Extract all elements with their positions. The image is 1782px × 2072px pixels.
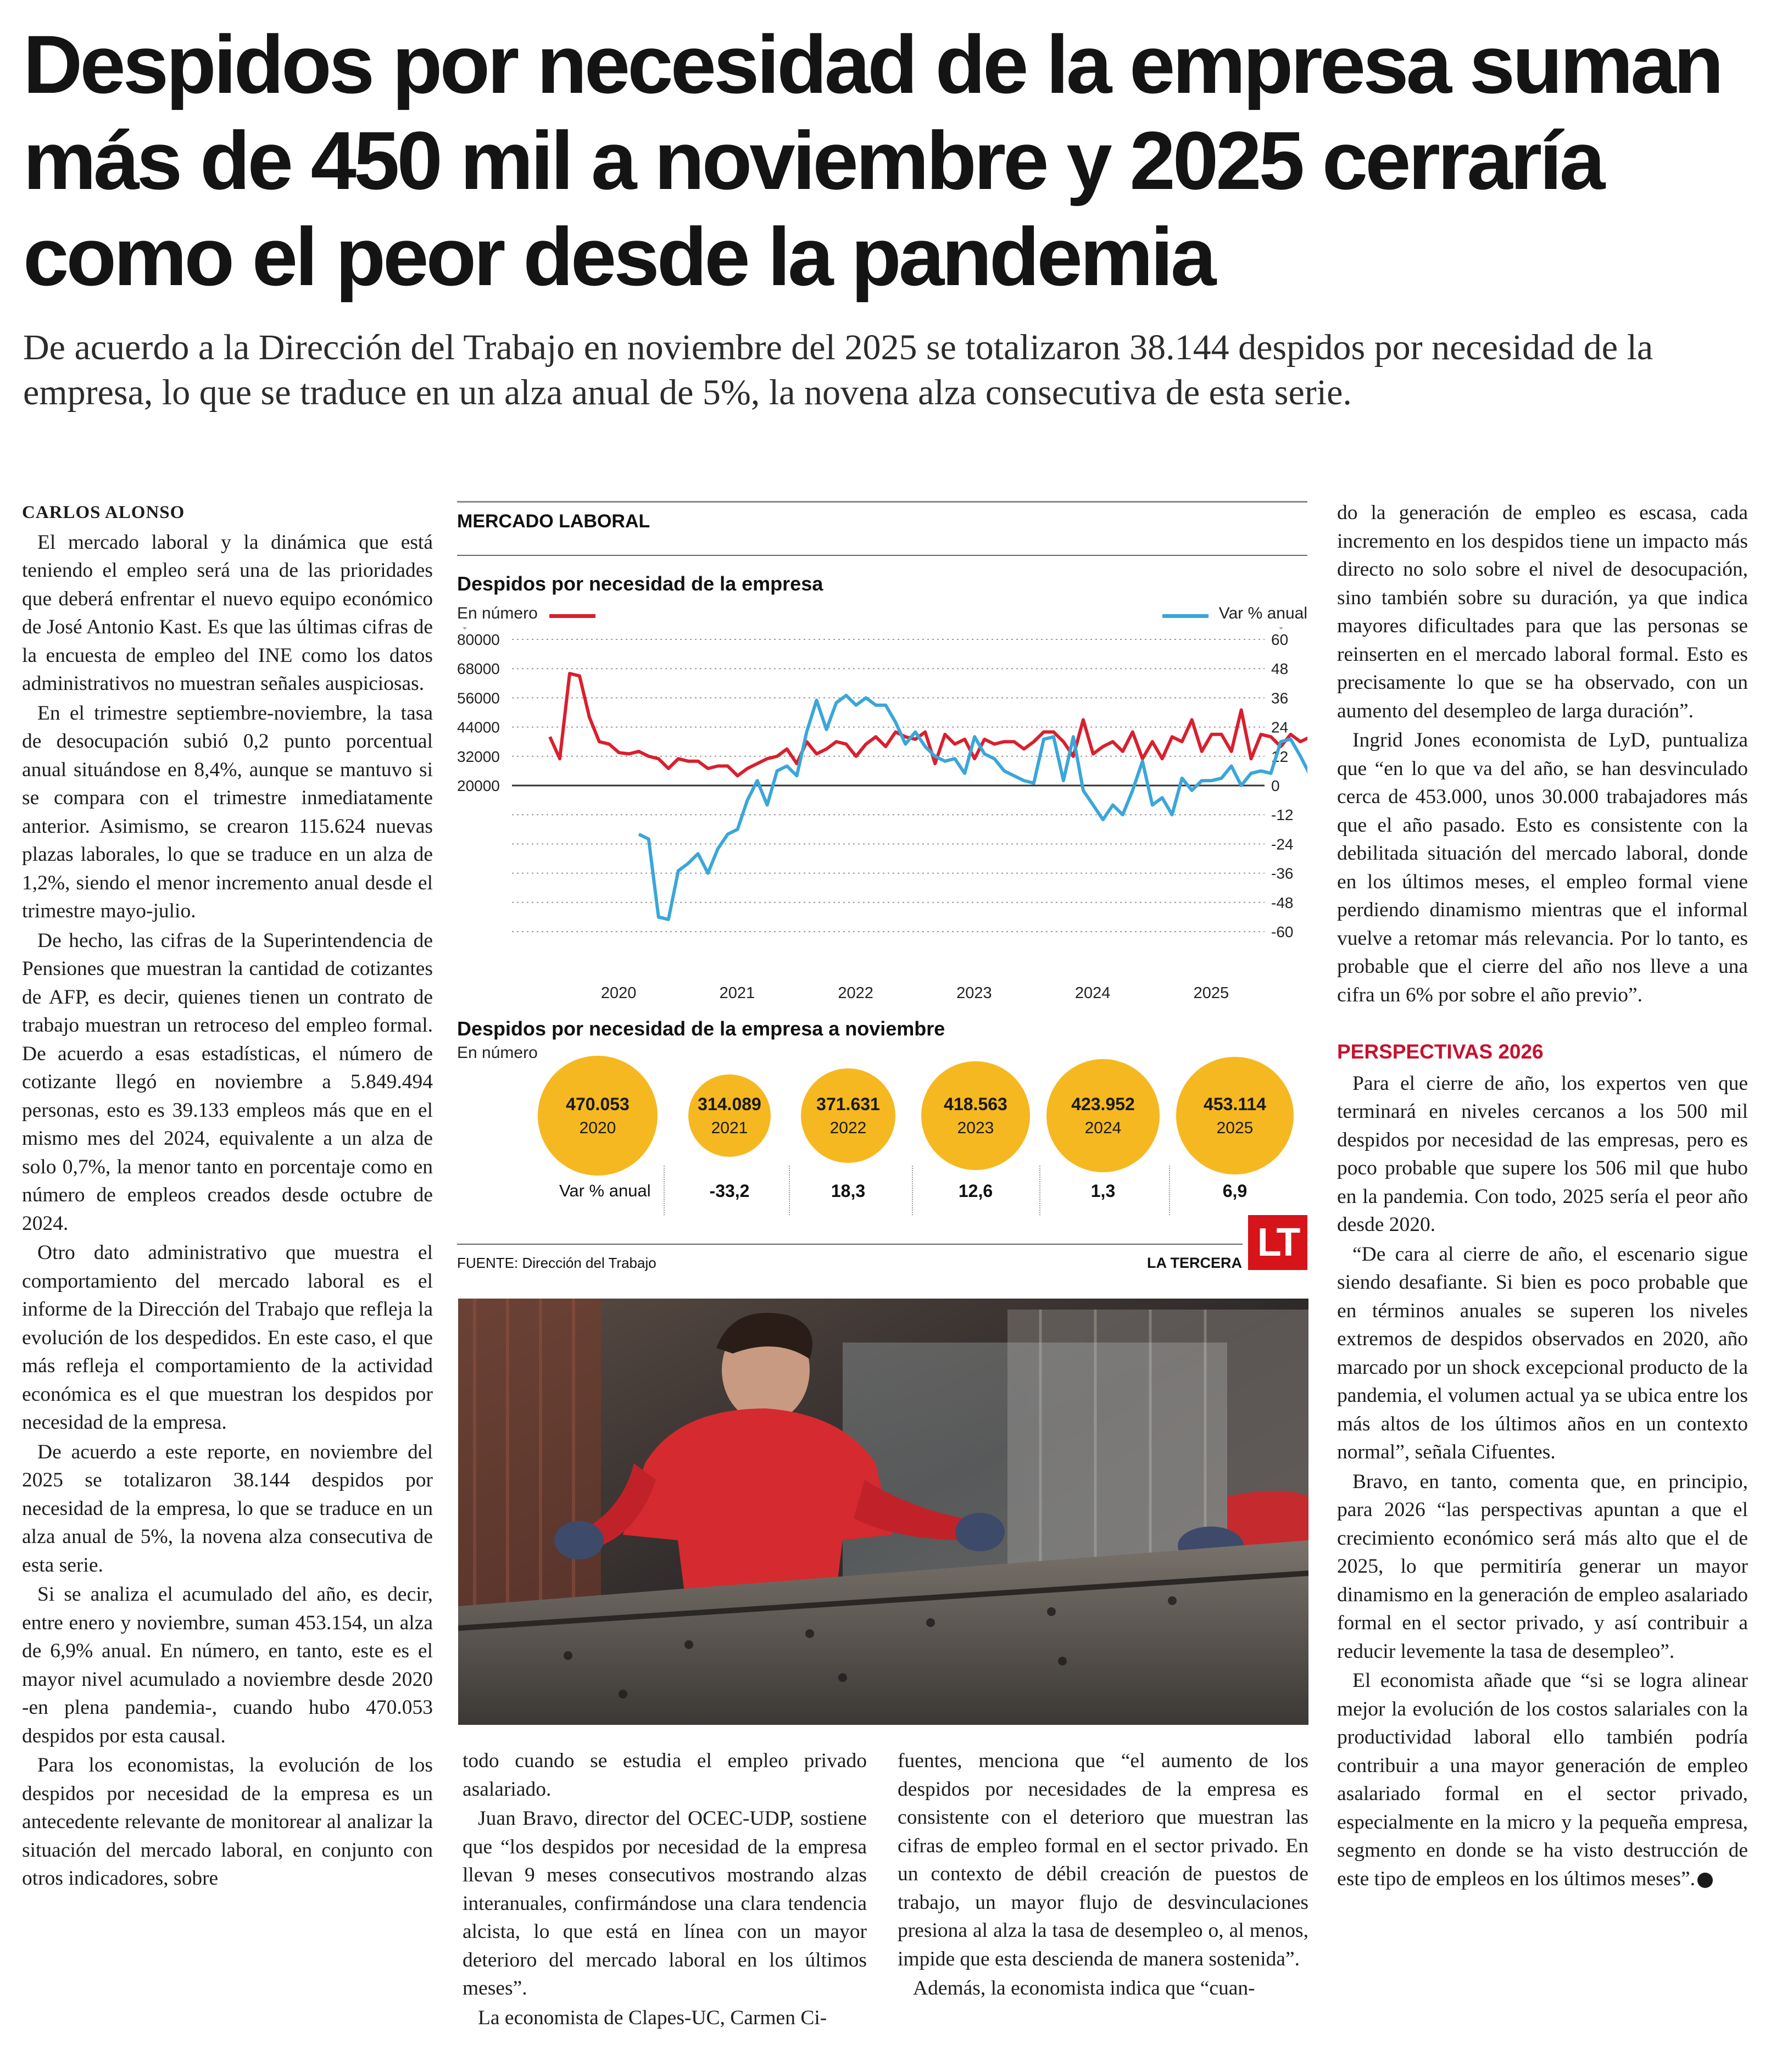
right-tick-label: -60 [1271, 923, 1294, 940]
total-value: 418.563 [944, 1094, 1007, 1114]
subhead: PERSPECTIVAS 2026 [1337, 1040, 1544, 1063]
right-axis-marker [1274, 627, 1288, 630]
paragraph: Bravo, en tanto, comenta que, en principio, para 2026 “las perspectivas apuntan a que el crecimiento económico será más alto que el de 2025, lo que permitiría generar un mayor dinamismo en la generación de empleo asalariado formal en el sector privado, y así contribuir a reducir levemente la tasa de desempleo”. [1337, 1470, 1748, 1663]
total-value: 453.114 [1204, 1094, 1266, 1114]
column-4 [1337, 499, 1748, 1894]
total-circle [1046, 1059, 1160, 1172]
total-year: 2023 [957, 1118, 994, 1137]
right-tick-label: -36 [1271, 865, 1294, 882]
paragraph [1337, 1667, 1748, 1893]
var-row-label: Var % anual [559, 1181, 651, 1200]
right-tick-label: 0 [1271, 777, 1280, 794]
section-rule [457, 555, 1307, 556]
paragraph: En el trimestre septiembre-noviembre, la tasa de desocupación subió 0,2 punto porcentual anual situándose en 8,4%, aunque se mantuvo si se compara con el trimestre inmediatamente anterior. Asimismo, se crearon 115.624 nuevas plazas laborales, lo que se traduce en un alza de 1,2%, siendo el menor incremento anual desde el trimestre mayo-julio. [22, 701, 433, 922]
paragraph: fuentes, menciona que “el aumento de los despidos por necesidades de la empresa es consistente con el deterioro que muestran las cifras de empleo formal en el sector privado. En un contexto de débil creación de puestos de trabajo, un mayor flujo de desvinculaciones presiona al alza la tasa de desempleo o, al menos, impide que esta descienda de manera sostenida”. [898, 1750, 1308, 1970]
headline: Despidos por necesidad de la empresa suman más de 450 mil a noviembre y 2025 cerraría como el peor desde la pandemia [23, 18, 1722, 303]
left-tick-label: 32000 [457, 748, 500, 765]
total-year: 2022 [829, 1118, 867, 1137]
source-note: FUENTE: Dirección del Trabajo [457, 1255, 656, 1271]
left-axis-marker [458, 627, 471, 630]
right-tick-label: -24 [1271, 836, 1294, 853]
row-divider [912, 1166, 913, 1215]
factory-worker-photo [458, 1299, 1308, 1725]
row-divider [1169, 1166, 1170, 1215]
total-value: 470.053 [566, 1094, 630, 1114]
closing-paragraph-text: El economista añade que “si se logra alinear mejor la evolución de los costos salariales con la productividad laboral ello también podría contribuir a una mayor generación de empleo asalariado formal en el sector privado, especialmente en la micro y la pequeña empresa, segmento en donde se ha visto destrucción de este tipo de empleos en los últimos meses”. [1337, 1669, 1748, 1890]
x-tick-label: 2025 [1193, 984, 1229, 1002]
total-circle [1176, 1057, 1294, 1174]
right-tick-label: 36 [1271, 689, 1289, 707]
x-tick-label: 2022 [838, 984, 873, 1002]
row-divider [1039, 1166, 1040, 1215]
x-tick-label: 2021 [719, 984, 755, 1002]
var-value: 6,9 [1222, 1181, 1248, 1201]
bottom-rule [457, 1244, 1243, 1245]
column-1 [22, 499, 433, 1894]
paragraph: Además, la economista indica que “cuan- [913, 1977, 1255, 1999]
byline: CARLOS ALONSO [22, 503, 185, 522]
paragraph: Para los economistas, la evolución de los despidos por necesidad de la empresa es un antecedente relevante de monitorear al analizar la situación del mercado laboral, en conjunto con otros indicadores, sobre [22, 1754, 433, 1890]
total-value: 314.089 [698, 1094, 761, 1114]
row-divider [664, 1166, 665, 1215]
paragraph: Ingrid Jones economista de LyD, puntualiza que “en lo que va del año, se han desvinculado cerca de 453.000, unos 30.000 trabajadores más que el año pasado. Esto es consistente con la debilitada situación del mercado laboral, donde en los últimos meses, el empleo formal viene perdiendo dinamismo mientras que el informal vuelve a retomar más relevancia. Por lo tanto, es probable que el cierre del año nos lleve a una cifra un 6% por sobre el año previo”. [1337, 729, 1748, 1006]
left-tick-label: 68000 [457, 660, 500, 678]
total-circle [538, 1056, 658, 1176]
line-chart-title: Despidos por necesidad de la empresa [457, 572, 823, 595]
infographic [457, 501, 1307, 1281]
bar-chart-unit: En número [457, 1044, 538, 1062]
la-tercera-logo: LT [1248, 1215, 1307, 1270]
left-tick-label: 80000 [457, 631, 500, 648]
total-year: 2025 [1216, 1118, 1254, 1137]
brand-name: LA TERCERA [1147, 1255, 1242, 1271]
section-label: MERCADO LABORAL [457, 511, 650, 532]
top-rule [457, 501, 1307, 503]
paragraph: do la generación de empleo es escasa, cada incremento en los despidos tiene un impacto más directo no solo sobre el nivel de desocupación, sino también sobre su duración, ya que indica mayores dificultades para que las personas se reinserten en el mercado laboral formal. Esto es precisamente lo que se ha observado, con un aumento del desempleo de larga duración”. [1337, 502, 1748, 722]
right-tick-label: -12 [1271, 806, 1294, 824]
legend-swatch-var [1162, 614, 1209, 618]
x-tick-label: 2023 [956, 984, 992, 1002]
series-line-var [639, 695, 1307, 920]
paragraph: Si se analiza el acumulado del año, es decir, entre enero y noviembre, suman 453.154, un alza de 6,9% anual. En número, en tanto, este es el mayor nivel acumulado a noviembre desde 2020 -en plena pandemia-, cuando hubo 470.053 despidos por esta causal. [22, 1583, 433, 1747]
var-value: 1,3 [1090, 1181, 1116, 1201]
left-axis-label: En número [457, 604, 538, 622]
paragraph: Otro dato administrativo que muestra el comportamiento del mercado laboral es el informe de la Dirección del Trabajo que refleja la evolución de los despedidos. En este caso, el que más refleja el comportamiento de la actividad económica es el que muestran los despidos por necesidad de la empresa. [22, 1241, 433, 1434]
legend-swatch-number [549, 614, 595, 618]
paragraph: “De cara al cierre de año, el escenario sigue siendo desafiante. Si bien es poco probable que en términos anuales se superen los niveles extremos de despidos observados en 2020, año marcado por un shock excepcional producto de la pandemia, el volumen actual ya se ubica entre los más altos de los últimos años en un contexto normal”, señala Cifuentes. [1337, 1243, 1748, 1463]
left-tick-label: 20000 [457, 777, 500, 794]
deck: De acuerdo a la Dirección del Trabajo en noviembre del 2025 se totalizaron 38.144 despidos por necesidad de la empresa, lo que se traduce en un alza anual de 5%, la novena alza consecutiva de esta serie. [23, 327, 1653, 413]
right-tick-label: -48 [1271, 894, 1294, 911]
paragraph: De acuerdo a este reporte, en noviembre del 2025 se totalizaron 38.144 despidos por necesidad de la empresa, lo que se traduce en un alza anual de 5%, la novena alza consecutiva de esta serie. [22, 1440, 433, 1577]
total-year: 2024 [1084, 1118, 1122, 1137]
paragraph: todo cuando se estudia el empleo privado asalariado. [463, 1750, 867, 1801]
end-mark-icon [1697, 1873, 1713, 1888]
column-3 [898, 1747, 1308, 2004]
var-value: 18,3 [831, 1181, 866, 1201]
bar-chart-title: Despidos por necesidad de la empresa a noviembre [457, 1017, 945, 1040]
left-tick-label: 56000 [457, 689, 500, 707]
right-tick-label: 60 [1271, 631, 1289, 648]
left-tick-label: 44000 [457, 718, 500, 736]
right-tick-label: 48 [1271, 660, 1289, 678]
total-value: 423.952 [1071, 1094, 1135, 1114]
right-tick-label: 24 [1271, 718, 1289, 736]
line-chart [457, 627, 1307, 1006]
paragraph: De hecho, las cifras de la Superintendencia de Pensiones que muestran la cantidad de cotizantes de AFP, es decir, quienes tienen un contrato de trabajo muestran un retroceso del empleo formal. De acuerdo a esas estadísticas, el número de cotizante llegó en noviembre a 5.849.494 personas, esto es 39.133 empleos más que en el mismo mes del 2024, equivalente a un alza de solo 0,7%, la menor tanto en porcentaje como en número de empleos creados desde octubre de 2024. [22, 929, 433, 1235]
total-circle [688, 1074, 771, 1157]
total-value: 371.631 [816, 1094, 880, 1114]
paragraph: El mercado laboral y la dinámica que está teniendo el empleo será una de las prioridades que deberá enfrentar el nuevo equipo económico de José Antonio Kast. Es que las últimas cifras de la encuesta de empleo del INE como los datos administrativos no muestran señales auspiciosas. [22, 531, 433, 695]
x-tick-label: 2024 [1074, 984, 1111, 1002]
right-tick-label: 12 [1271, 748, 1289, 765]
var-value: 12,6 [958, 1181, 993, 1201]
right-axis-label: Var % anual [1218, 604, 1307, 622]
total-year: 2020 [579, 1118, 616, 1137]
total-circle [801, 1068, 895, 1163]
x-tick-label: 2020 [600, 984, 637, 1002]
paragraph: La economista de Clapes-UC, Carmen Ci- [478, 2006, 827, 2029]
paragraph: Para el cierre de año, los expertos ven que terminará en niveles cercanos a los 500 mil despidos por necesidad de las empresas, pero es poco probable que supere los 506 mil que hubo en la pandemia. Con todo, 2025 sería el peor año desde 2020. [1337, 1072, 1748, 1236]
total-year: 2021 [711, 1118, 748, 1137]
var-value: -33,2 [709, 1181, 750, 1201]
column-2 [463, 1747, 867, 2033]
row-divider [789, 1166, 790, 1215]
series-line-number [550, 673, 1307, 776]
paragraph: Juan Bravo, director del OCEC-UDP, sostiene que “los despidos por necesidad de la empresa llevan 9 meses consecutivos mostrando alzas interanuales, confirmándose una clara tendencia alcista, lo que está en línea con un mayor deterioro del mercado laboral en los últimos meses”. [463, 1807, 867, 1999]
total-circle [921, 1061, 1030, 1170]
